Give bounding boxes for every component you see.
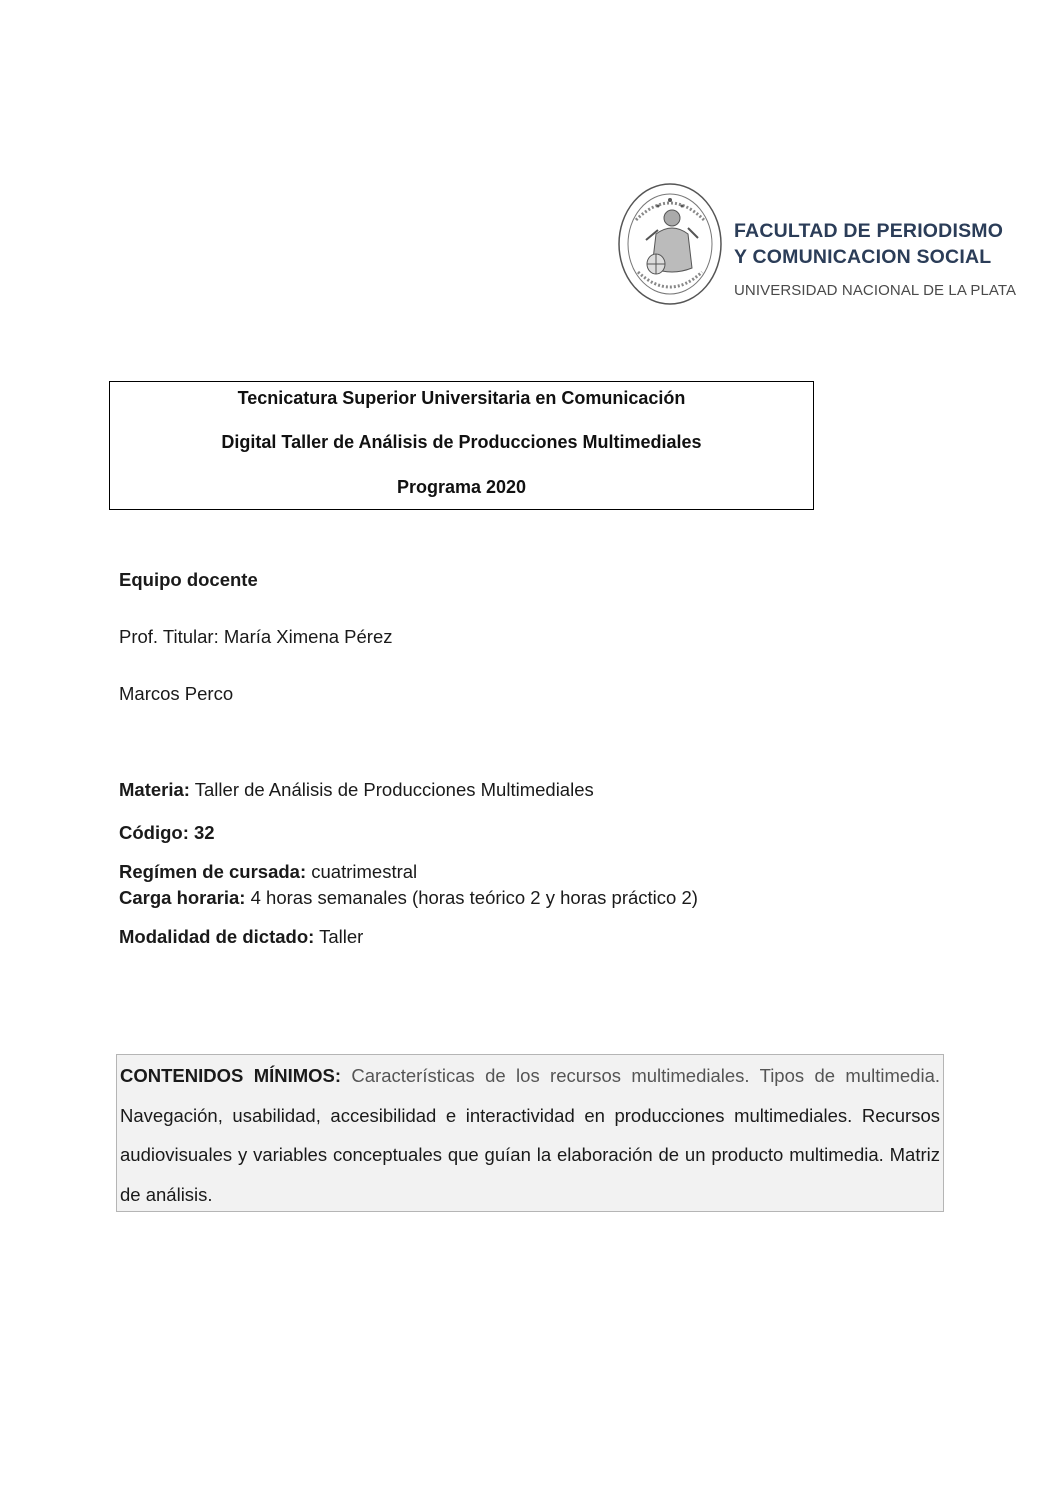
title-line-1: Tecnicatura Superior Universitaria en Comunicación xyxy=(237,388,686,408)
modalidad-value: Taller xyxy=(319,926,364,947)
faculty-name-line1: FACULTAD DE PERIODISMO xyxy=(734,220,1004,242)
team-heading: Equipo docente xyxy=(119,569,258,590)
materia-value: Taller de Análisis de Producciones Multimediales xyxy=(194,779,594,800)
title-line-3: Programa 2020 xyxy=(396,477,527,497)
faculty-name-line2: Y COMUNICACION SOCIAL xyxy=(734,246,992,268)
regimen-label: Regímen de cursada: xyxy=(119,861,307,882)
modalidad-row xyxy=(119,926,363,948)
contenidos-first-sentence: Características de los recursos multimediales. Tipos de multimedia. xyxy=(351,1065,940,1086)
regimen-value: cuatrimestral xyxy=(311,861,418,882)
contenidos-rest: Navegación, usabilidad, accesibilidad e interactividad en producciones multimediales. Recursos audiovisuales y variables conceptuales que guían la elaboración de un producto multimedia. Matriz de análisis. xyxy=(120,1104,940,1205)
team-member-titular: Prof. Titular: María Ximena Pérez xyxy=(119,626,393,647)
carga-label: Carga horaria: xyxy=(119,887,246,908)
unlp-seal-icon xyxy=(616,180,724,308)
modalidad-label: Modalidad de dictado: xyxy=(119,926,315,947)
team-member: Marcos Perco xyxy=(119,683,234,704)
faculty-logo xyxy=(616,180,1017,310)
codigo-row: Código: 32 xyxy=(119,822,215,843)
carga-row xyxy=(119,887,698,909)
contenidos-minimos-box xyxy=(116,1054,944,1212)
title-line-2: Digital Taller de Análisis de Producciones Multimediales xyxy=(221,432,702,452)
program-title-box xyxy=(109,381,814,510)
carga-value: 4 horas semanales (horas teórico 2 y horas práctico 2) xyxy=(250,887,698,908)
materia-label: Materia: xyxy=(119,779,190,800)
contenidos-label: CONTENIDOS MÍNIMOS: xyxy=(120,1065,342,1086)
university-name: UNIVERSIDAD NACIONAL DE LA PLATA xyxy=(734,282,1017,299)
materia-row xyxy=(119,779,594,801)
regimen-row xyxy=(119,861,417,883)
